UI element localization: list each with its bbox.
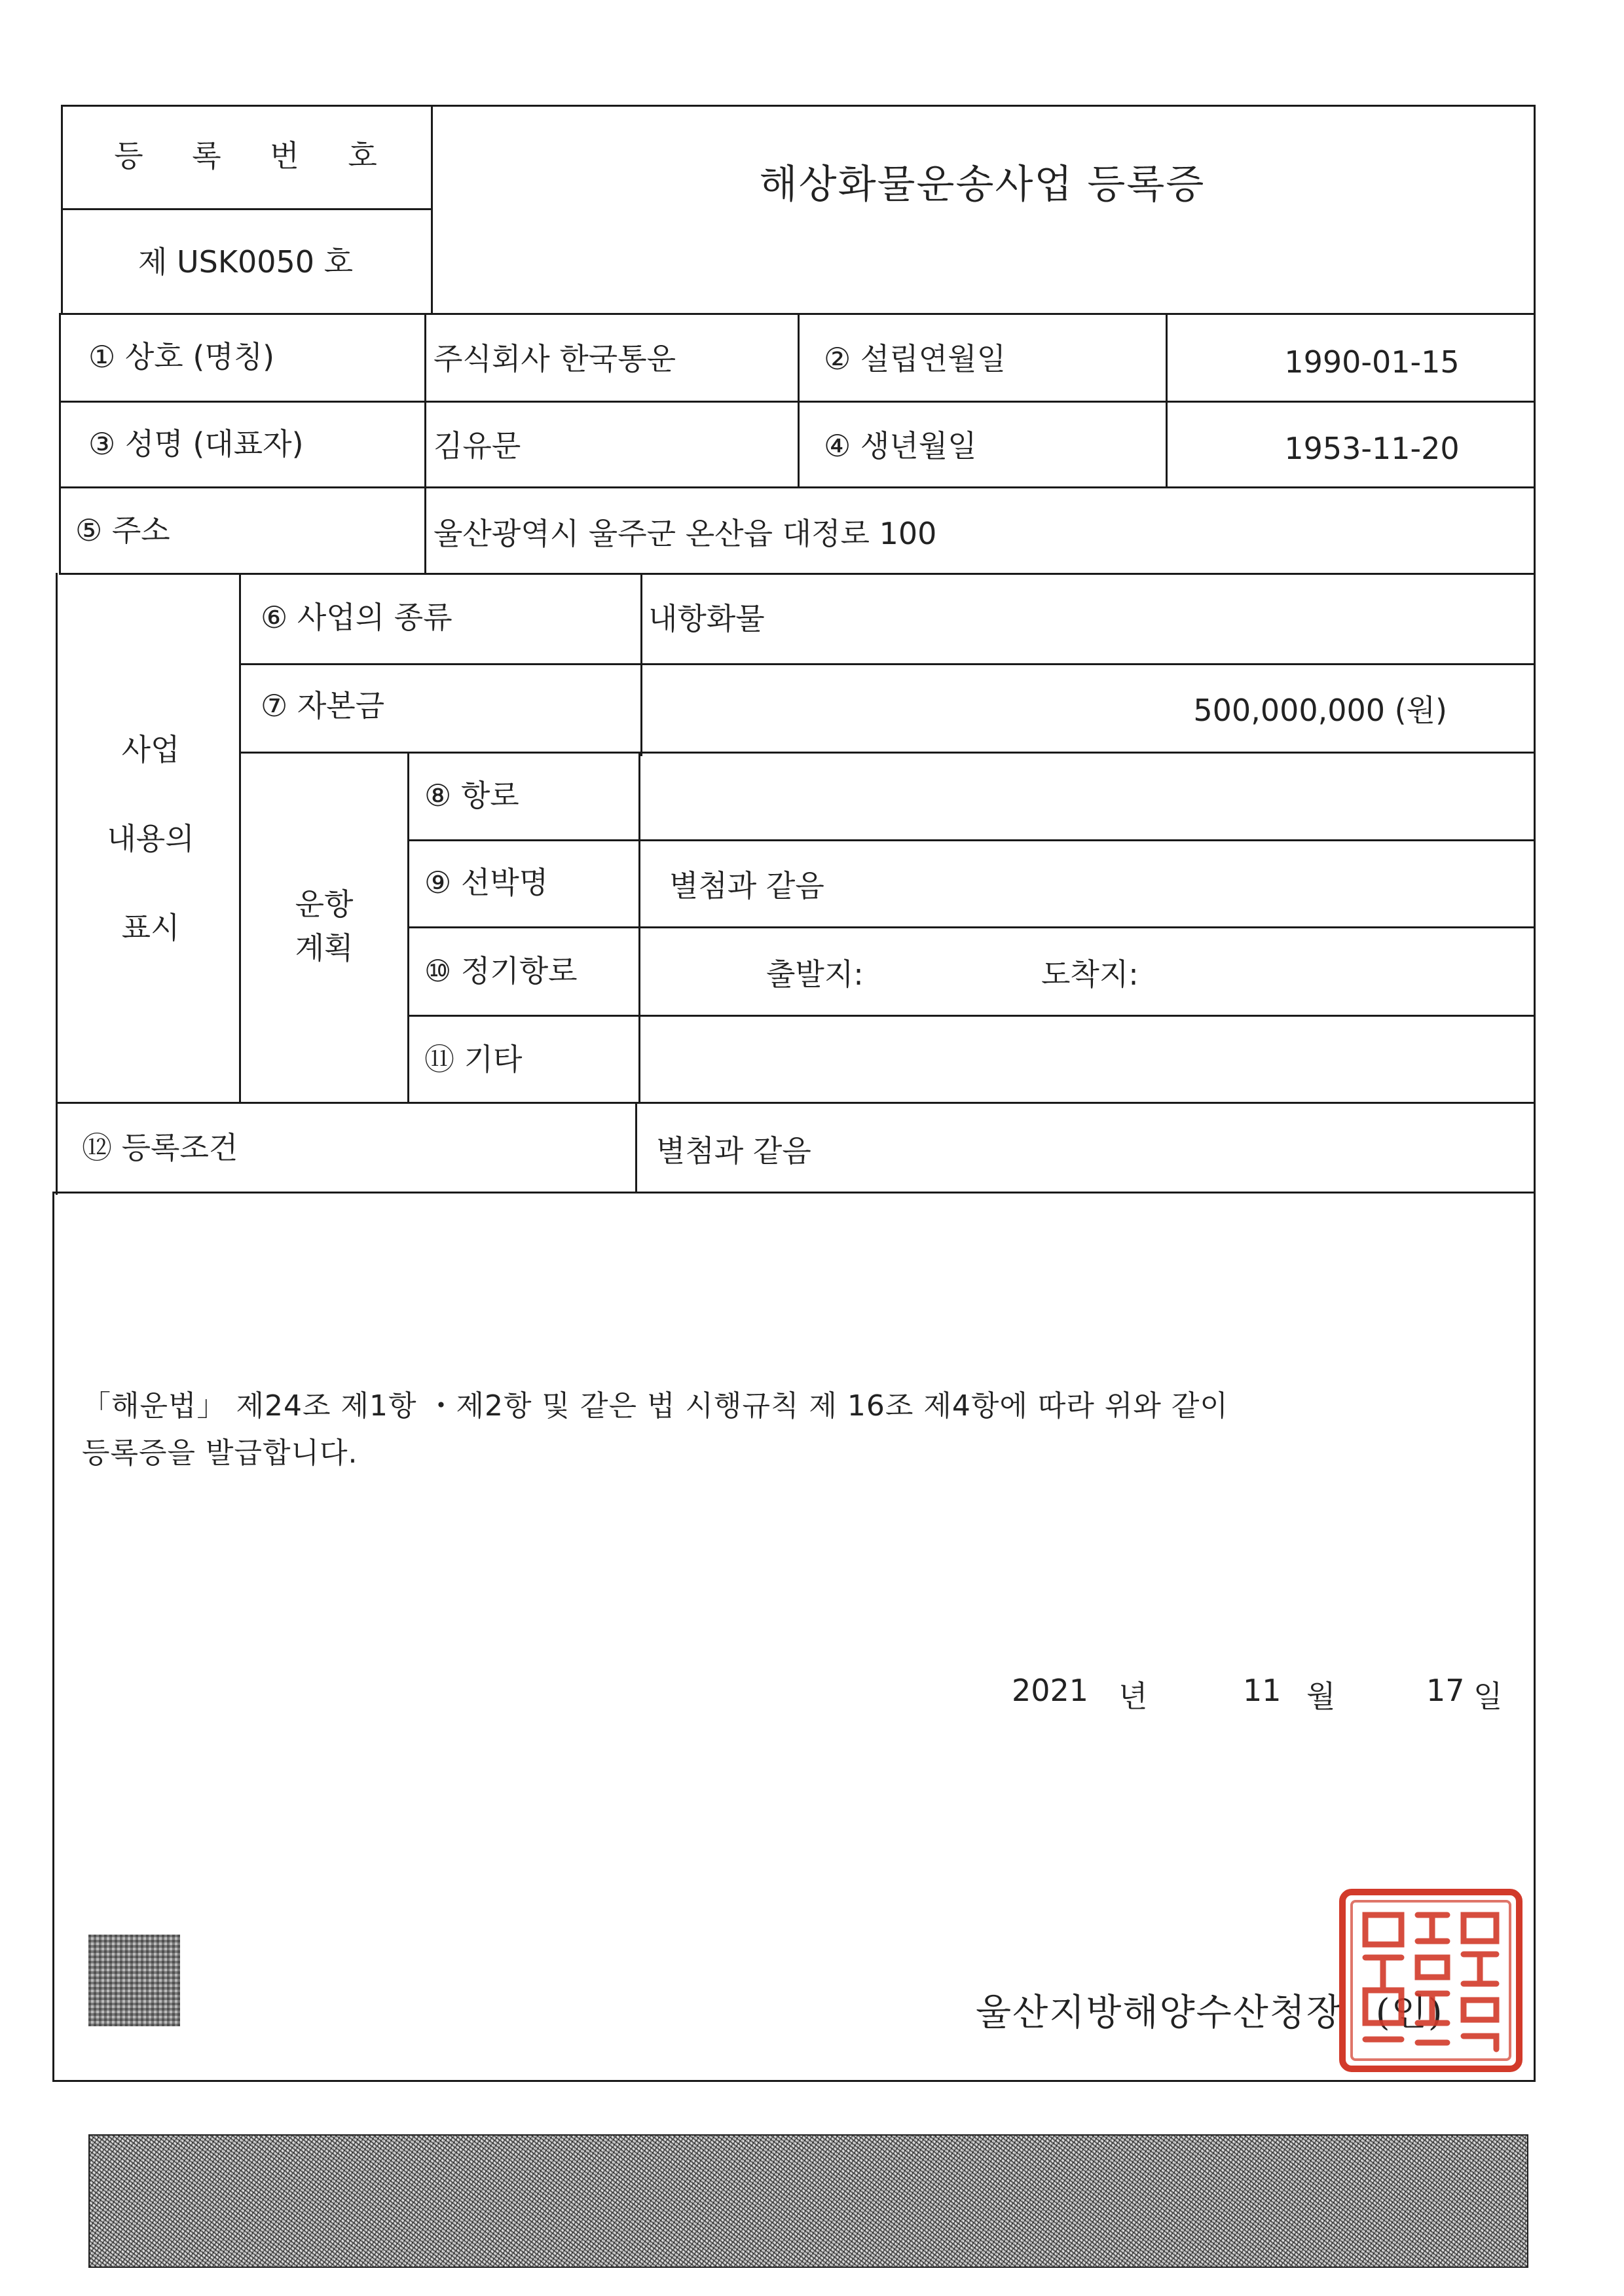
border-line [407, 926, 1536, 928]
plan-label-2: 계획 [295, 930, 354, 966]
section-label-1: 사업 [121, 732, 180, 767]
departure-label: 출발지: [766, 957, 864, 992]
border-line [52, 2080, 1536, 2082]
date-day: 17 [1426, 1673, 1465, 1708]
border-line [59, 313, 61, 575]
capital-label: ⑦ 자본금 [261, 688, 385, 723]
border-line [239, 752, 1536, 754]
border-line [54, 1192, 1536, 1194]
border-line [407, 839, 1536, 841]
date-year-unit: 년 [1118, 1679, 1148, 1714]
route-label: ⑧ 항로 [424, 778, 519, 813]
date-day-unit: 일 [1473, 1679, 1503, 1714]
birth-value: 1953-11-20 [1284, 431, 1460, 466]
border-line [239, 573, 241, 1103]
founded-label: ② 설립연월일 [824, 341, 1006, 376]
other-label: ⑪ 기타 [424, 1042, 523, 1077]
seal-mark: (인) [1375, 1992, 1444, 2034]
address-label: ⑤ 주소 [75, 513, 170, 548]
condition-label: ⑫ 등록조건 [82, 1130, 238, 1165]
arrival-label: 도착지: [1041, 957, 1139, 992]
reg-no-label: 등 록 번 호 [114, 138, 397, 173]
birth-label: ④ 생년월일 [824, 428, 977, 464]
border-line [424, 313, 426, 575]
regular-route-label: ⑩ 정기항로 [424, 953, 578, 989]
border-line [239, 663, 1536, 665]
statement-line-2: 등록증을 발급합니다. [82, 1436, 358, 1470]
business-type-value: 내항화물 [648, 601, 765, 636]
border-line [56, 1102, 1536, 1104]
ship-value: 별첨과 같음 [669, 868, 824, 903]
border-line [52, 1192, 54, 2082]
section-label-3: 표시 [121, 910, 180, 945]
company-label: ① 상호 (명칭) [88, 339, 275, 374]
ship-label: ⑨ 선박명 [424, 865, 549, 900]
document-title: 해상화물운송사업 등록증 [759, 162, 1206, 208]
security-pattern [88, 2134, 1528, 2268]
issuer-name: 울산지방해양수산청장 [976, 1992, 1343, 2034]
rep-label: ③ 성명 (대표자) [88, 426, 304, 462]
plan-label-1: 운항 [295, 886, 354, 922]
business-type-label: ⑥ 사업의 종류 [261, 600, 452, 635]
border-line [61, 208, 433, 210]
capital-value: 500,000,000 (원) [1193, 693, 1447, 728]
border-line [59, 401, 1536, 403]
border-line [407, 1015, 1536, 1017]
border-line [61, 105, 1536, 107]
date-month: 11 [1243, 1673, 1282, 1708]
issuance-statement [82, 1383, 1228, 1477]
border-line [59, 486, 1536, 488]
border-line [59, 573, 1536, 575]
founded-value: 1990-01-15 [1284, 344, 1460, 380]
date-month-unit: 월 [1306, 1679, 1336, 1714]
statement-line-1: 「해운법」 제24조 제1항 ・제2항 및 같은 법 시행규칙 제 16조 제4항에 따라 위와 같이 [82, 1389, 1228, 1423]
address-value: 울산광역시 울주군 온산읍 대정로 100 [434, 516, 937, 551]
company-value: 주식회사 한국통운 [434, 341, 676, 376]
rep-value: 김유문 [434, 428, 521, 464]
date-year: 2021 [1012, 1673, 1089, 1708]
condition-value: 별첨과 같음 [656, 1133, 811, 1169]
section-label-2: 내용의 [107, 821, 194, 856]
official-seal-icon [1336, 1886, 1526, 2075]
border-line [635, 1102, 637, 1194]
qr-code-icon [88, 1935, 180, 2026]
reg-no-value: 제 USK0050 호 [138, 244, 354, 280]
